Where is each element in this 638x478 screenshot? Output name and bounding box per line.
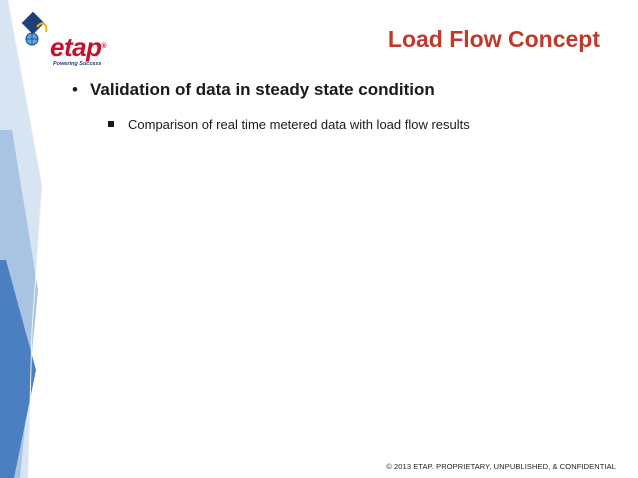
footer-copyright: © 2013 ETAP. PROPRIETARY, UNPUBLISHED, & CONFIDENTIAL xyxy=(386,462,616,471)
logo-wordmark xyxy=(50,33,106,61)
bullet-text: Validation of data in steady state condition xyxy=(90,80,435,99)
bullet-level-2 xyxy=(108,117,470,132)
bullet-level-1 xyxy=(72,80,435,100)
left-decor-shapes xyxy=(0,0,50,478)
sub-bullet-text: Comparison of real time metered data with load flow results xyxy=(128,117,470,132)
bullet-dot-icon: • xyxy=(72,80,78,99)
slide-title: Load Flow Concept xyxy=(387,26,600,52)
etap-logo xyxy=(20,12,130,67)
logo-word-text: etap xyxy=(50,32,102,62)
logo-registered-mark: ® xyxy=(101,43,107,50)
logo-globe-icon xyxy=(20,12,50,46)
logo-tagline: Powering Success xyxy=(53,61,102,67)
square-bullet-icon xyxy=(108,121,114,127)
